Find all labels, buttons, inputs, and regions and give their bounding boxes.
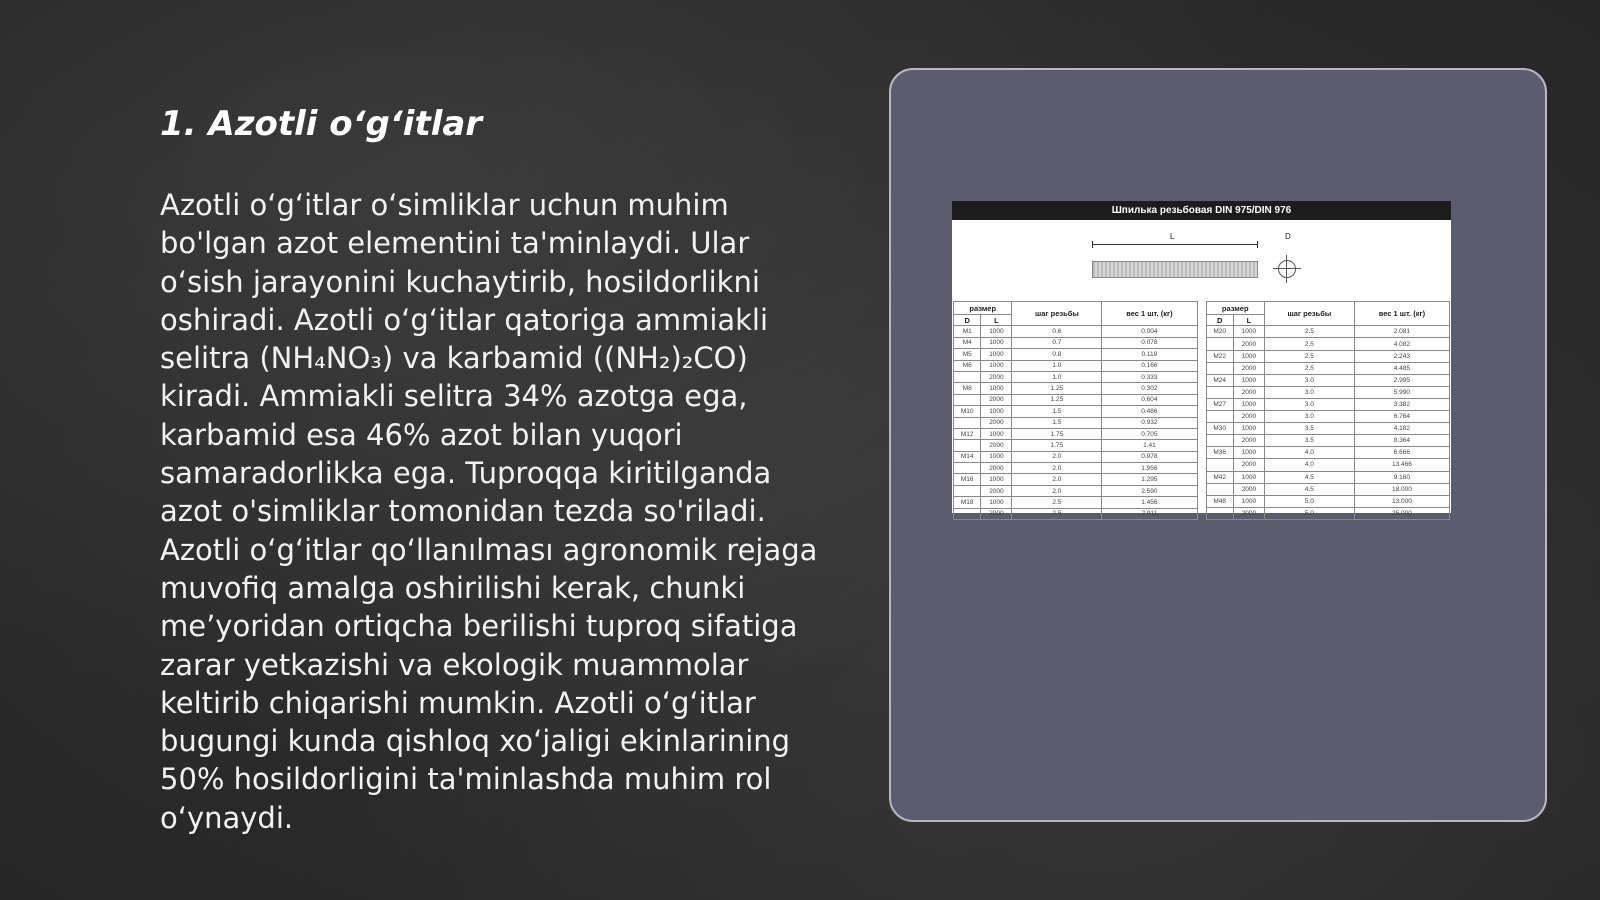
spec-table-body [954,326,1198,520]
column-header-d: D [954,315,981,326]
table-row [954,508,1198,519]
table-cell: 2.5 [1264,326,1354,338]
table-row [954,417,1198,428]
table-row [1206,362,1450,374]
table-cell: 2000 [1233,411,1264,423]
table-cell [954,508,981,519]
rod-cross-section-icon [1278,260,1296,278]
table-cell: 2.5 [1264,350,1354,362]
table-cell: 2.0 [1012,474,1102,485]
table-cell: 8.364 [1354,435,1449,447]
table-cell: 1.295 [1102,474,1197,485]
table-cell: 4.485 [1354,362,1449,374]
table-cell: 1000 [981,406,1012,417]
table-cell: 1.5 [1012,417,1102,428]
table-cell [954,371,981,382]
table-cell: 2000 [981,417,1012,428]
table-cell: 2000 [1233,338,1264,350]
table-row [1206,459,1450,471]
table-cell: 0.486 [1102,406,1197,417]
table-cell [1206,338,1233,350]
table-cell: 0.8 [1012,349,1102,360]
table-row [954,326,1198,337]
table-cell: M1 [954,326,981,337]
table-cell: 1.25 [1012,383,1102,394]
table-cell: M30 [1206,423,1233,435]
table-cell: 0.932 [1102,417,1197,428]
table-cell: M20 [1206,326,1233,338]
table-cell: 3.0 [1264,374,1354,386]
table-cell: M12 [954,428,981,439]
table-cell [954,463,981,474]
table-cell: M8 [954,383,981,394]
table-cell: 2.5 [1012,497,1102,508]
table-cell: 2000 [981,440,1012,451]
table-cell: 2.590 [1102,485,1197,496]
table-cell: 4.082 [1354,338,1449,350]
table-row [954,474,1198,485]
table-cell: 0.004 [1102,326,1197,337]
table-cell: 1.956 [1102,463,1197,474]
table-cell [1206,483,1233,495]
table-row [954,394,1198,405]
table-cell [954,417,981,428]
table-row [1206,374,1450,386]
table-cell: 4.5 [1264,471,1354,483]
table-cell: 3.0 [1264,398,1354,410]
table-cell: 1000 [1233,495,1264,507]
table-cell: 2.5 [1012,508,1102,519]
table-cell: 4.182 [1354,423,1449,435]
table-cell: 2000 [981,371,1012,382]
table-row [954,337,1198,348]
dimension-label-l: L [1170,232,1175,241]
table-row [1206,471,1450,483]
table-row [954,451,1198,462]
table-cell: 2.995 [1354,374,1449,386]
table-cell: 4.0 [1264,459,1354,471]
table-cell: M48 [1206,495,1233,507]
table-cell [1206,459,1233,471]
table-cell: 1000 [1233,350,1264,362]
table-row [1206,350,1450,362]
table-cell [1206,386,1233,398]
spec-table-right [1206,301,1451,520]
table-cell: 2000 [981,394,1012,405]
table-cell: M16 [954,474,981,485]
spec-table-body [1206,326,1450,520]
dimension-label-d: D [1285,232,1291,241]
table-cell: 5.0 [1264,495,1354,507]
table-cell: 1000 [981,383,1012,394]
table-cell: 1.5 [1012,406,1102,417]
table-cell: 1.75 [1012,428,1102,439]
table-cell: 2000 [1233,459,1264,471]
table-cell: 1000 [981,428,1012,439]
table-cell: M4 [954,337,981,348]
table-row [1206,386,1450,398]
table-cell: M36 [1206,447,1233,459]
picture-frame [889,68,1547,822]
table-row [1206,447,1450,459]
table-cell: 1000 [1233,398,1264,410]
table-cell: 2.243 [1354,350,1449,362]
table-row [954,406,1198,417]
table-cell: 1.41 [1102,440,1197,451]
table-cell: 0.078 [1102,337,1197,348]
table-row [1206,435,1450,447]
table-cell: 4.0 [1264,447,1354,459]
column-header-weight: вес 1 шт. (кг) [1354,302,1449,326]
table-cell [954,440,981,451]
table-row [954,371,1198,382]
table-cell: 0.166 [1102,360,1197,371]
table-cell [1206,411,1233,423]
table-cell: 1.25 [1012,394,1102,405]
table-cell: M5 [954,349,981,360]
table-cell: 2000 [981,508,1012,519]
table-cell: 1000 [1233,374,1264,386]
table-cell: 6.764 [1354,411,1449,423]
table-row [954,463,1198,474]
column-header-l: L [981,315,1012,326]
table-row [954,440,1198,451]
table-cell: 1000 [981,497,1012,508]
table-row [1206,398,1450,410]
column-group-header: размер [954,302,1012,315]
table-cell: 2.081 [1354,326,1449,338]
table-cell: 1.0 [1012,360,1102,371]
table-row [1206,423,1450,435]
length-dimension-line [1092,244,1258,245]
table-cell: M14 [954,451,981,462]
table-cell: 2000 [1233,435,1264,447]
spec-table-left [953,301,1198,520]
column-header-l: L [1233,315,1264,326]
table-cell: 3.0 [1264,411,1354,423]
table-cell: 3.5 [1264,423,1354,435]
table-cell: 13.466 [1354,459,1449,471]
column-header-pitch: шаг резьбы [1264,302,1354,326]
table-cell: 2000 [1233,507,1264,519]
table-row [954,497,1198,508]
table-cell: 1000 [1233,447,1264,459]
table-cell: 2000 [981,485,1012,496]
table-cell: 1000 [981,337,1012,348]
table-cell: 0.7 [1012,337,1102,348]
table-cell: 5.0 [1264,507,1354,519]
table-cell: M22 [1206,350,1233,362]
threaded-rod-drawing [952,220,1451,301]
table-cell: 2000 [1233,483,1264,495]
table-cell: 1000 [1233,423,1264,435]
table-row [954,349,1198,360]
table-cell: M18 [954,497,981,508]
table-cell [1206,362,1233,374]
table-row [1206,483,1450,495]
table-cell: 1.0 [1012,371,1102,382]
table-row [1206,338,1450,350]
table-cell [1206,435,1233,447]
table-cell: 2000 [981,463,1012,474]
table-row [954,383,1198,394]
column-header-d: D [1206,315,1233,326]
table-cell: 0.705 [1102,428,1197,439]
table-cell: 0.333 [1102,371,1197,382]
table-cell: 0.119 [1102,349,1197,360]
table-cell [954,394,981,405]
table-cell: M27 [1206,398,1233,410]
table-row [954,360,1198,371]
table-cell: 3.0 [1264,386,1354,398]
table-cell: 2.5 [1264,338,1354,350]
table-cell: 1000 [1233,326,1264,338]
table-cell: 1000 [981,349,1012,360]
table-cell: M42 [1206,471,1233,483]
table-cell: 2.911 [1102,508,1197,519]
table-cell: 3.5 [1264,435,1354,447]
table-cell: 0.302 [1102,383,1197,394]
table-row [1206,507,1450,519]
column-header-weight: вес 1 шт. (кг) [1102,302,1197,326]
table-cell: 1.75 [1012,440,1102,451]
column-group-header: размер [1206,302,1264,315]
table-cell: 6.666 [1354,447,1449,459]
table-row [1206,411,1450,423]
threaded-rod-icon [1092,261,1258,278]
table-cell: 2.0 [1012,451,1102,462]
column-header-pitch: шаг резьбы [1012,302,1102,326]
table-cell [1206,507,1233,519]
slide-body-text: Azotli o‘g‘itlar o‘simliklar uchun muhim bo'lgan azot elementini ta'minlaydi. Ular o‘sish jarayonini kuchaytirib, hosildorlikni oshiradi. Azotli o‘g‘itlar qatoriga ammiakli selitra (NH₄NO₃) va karbamid ((NH₂)₂CO) kiradi. Ammiakli selitra 34% azotga ega, karbamid esa 46% azot bilan yuqori samaradorlikka ega. Tuproqqa kiritilganda azot o'simliklar tomonidan tezda so'riladi. Azotli o‘g‘itlar qo‘llanılması agronomik rejaga muvofiq amalga oshirilishi kerak, chunki me’yoridan ortiqcha berilishi tuproq sifatiga zarar yetkazishi va ekologik muammolar keltirib chiqarishi mumkin. Azotli o‘g‘itlar bugungi kunda qishloq xo‘jaligi ekinlarining 50% hosildorligini ta'minlashda muhim rol o‘ynaydi. [160,188,818,835]
table-cell: 1000 [981,326,1012,337]
table-cell: 25.000 [1354,507,1449,519]
table-cell: 1000 [1233,471,1264,483]
table-cell: 2000 [1233,386,1264,398]
table-cell: 2000 [1233,362,1264,374]
spec-sheet-image [952,201,1451,518]
table-cell: 1.456 [1102,497,1197,508]
table-cell [954,485,981,496]
table-cell: 0.978 [1102,451,1197,462]
table-row [954,485,1198,496]
table-cell: 0.604 [1102,394,1197,405]
table-cell: M24 [1206,374,1233,386]
table-cell: 1000 [981,474,1012,485]
table-cell: 1000 [981,451,1012,462]
table-row [1206,495,1450,507]
table-cell: 5.990 [1354,386,1449,398]
table-row [1206,326,1450,338]
table-cell: 18.000 [1354,483,1449,495]
table-cell: 2.0 [1012,463,1102,474]
table-cell: M10 [954,406,981,417]
table-cell: 4.5 [1264,483,1354,495]
table-cell: M6 [954,360,981,371]
spec-sheet-header: Шпилька резьбовая DIN 975/DIN 976 [952,201,1451,220]
table-cell: 3.382 [1354,398,1449,410]
table-cell: 0.6 [1012,326,1102,337]
table-cell: 13.000 [1354,495,1449,507]
slide-title: 1. Azotli o‘g‘itlar [160,104,483,144]
table-cell: 9.160 [1354,471,1449,483]
table-cell: 2.0 [1012,485,1102,496]
table-cell: 1000 [981,360,1012,371]
table-cell: 2.5 [1264,362,1354,374]
table-row [954,428,1198,439]
